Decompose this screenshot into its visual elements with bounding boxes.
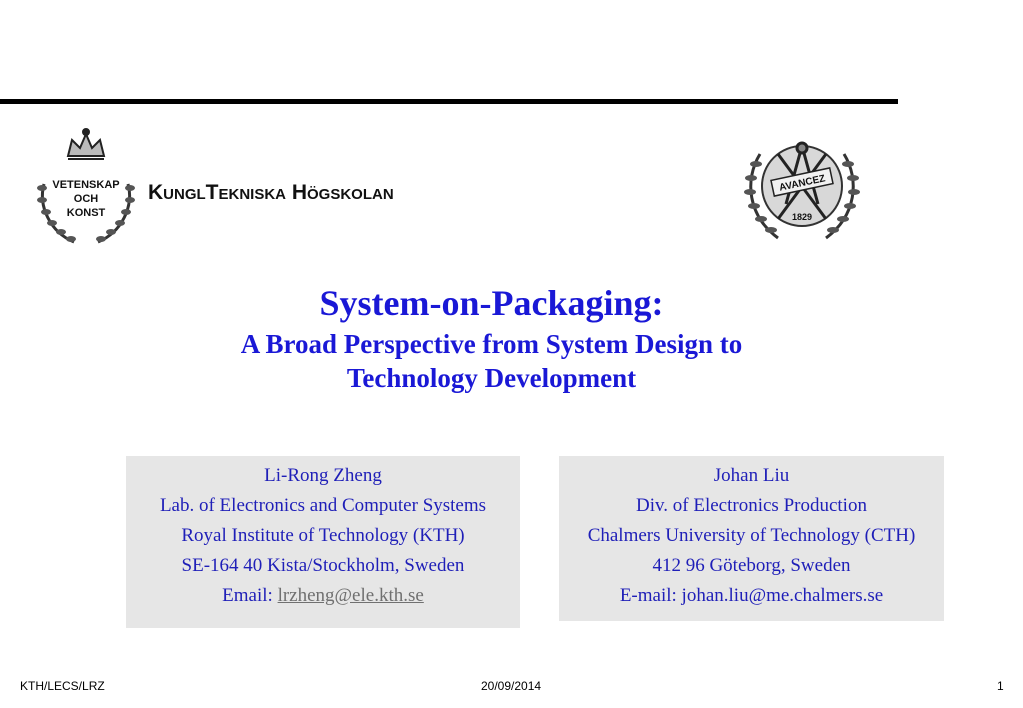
kth-seal-logo [30, 126, 142, 248]
author-box-zheng [126, 456, 520, 628]
kth-seal-text-1: VETENSKAP [52, 179, 120, 191]
chalmers-seal-text: AVANCEZ [778, 173, 827, 194]
footer-date: 20/09/2014 [481, 679, 542, 693]
email-label: Email: [222, 585, 278, 606]
email-link[interactable]: lrzheng@ele.kth.se [277, 585, 424, 606]
chalmers-seal-year: 1829 [791, 212, 813, 222]
author-email-line [559, 581, 944, 611]
author-dept: Lab. of Electronics and Computer Systems [159, 495, 487, 516]
email-label: E-mail: [619, 585, 682, 606]
author-address: SE-164 40 Kista/Stockholm, Sweden [181, 555, 465, 576]
page-title: System-on-Packaging: [319, 283, 664, 323]
author-box-liu [559, 456, 944, 621]
chalmers-seal-logo [738, 124, 866, 244]
author-name: Johan Liu [713, 465, 790, 486]
title-block [150, 281, 833, 395]
subtitle-line-2: Technology Development [346, 363, 637, 393]
author-dept: Div. of Electronics Production [636, 495, 867, 516]
email-text: johan.liu@me.chalmers.se [681, 585, 884, 606]
author-name: Li-Rong Zheng [264, 465, 382, 486]
author-address: 412 96 Göteborg, Sweden [652, 555, 851, 576]
author-email-line [126, 581, 520, 611]
page-number: 1 [997, 679, 1004, 693]
subtitle-line-1: A Broad Perspective from System Design to [240, 329, 743, 359]
kth-seal-text-3: KONST [66, 207, 106, 219]
kth-seal-text-2: OCH [73, 193, 99, 205]
author-institution: Chalmers University of Technology (CTH) [587, 525, 916, 546]
footer-left: KTH/LECS/LRZ [20, 679, 105, 693]
top-rule [0, 99, 898, 104]
author-institution: Royal Institute of Technology (KTH) [181, 525, 465, 546]
kth-wordmark: KunglTekniska Högskolan [148, 181, 394, 204]
